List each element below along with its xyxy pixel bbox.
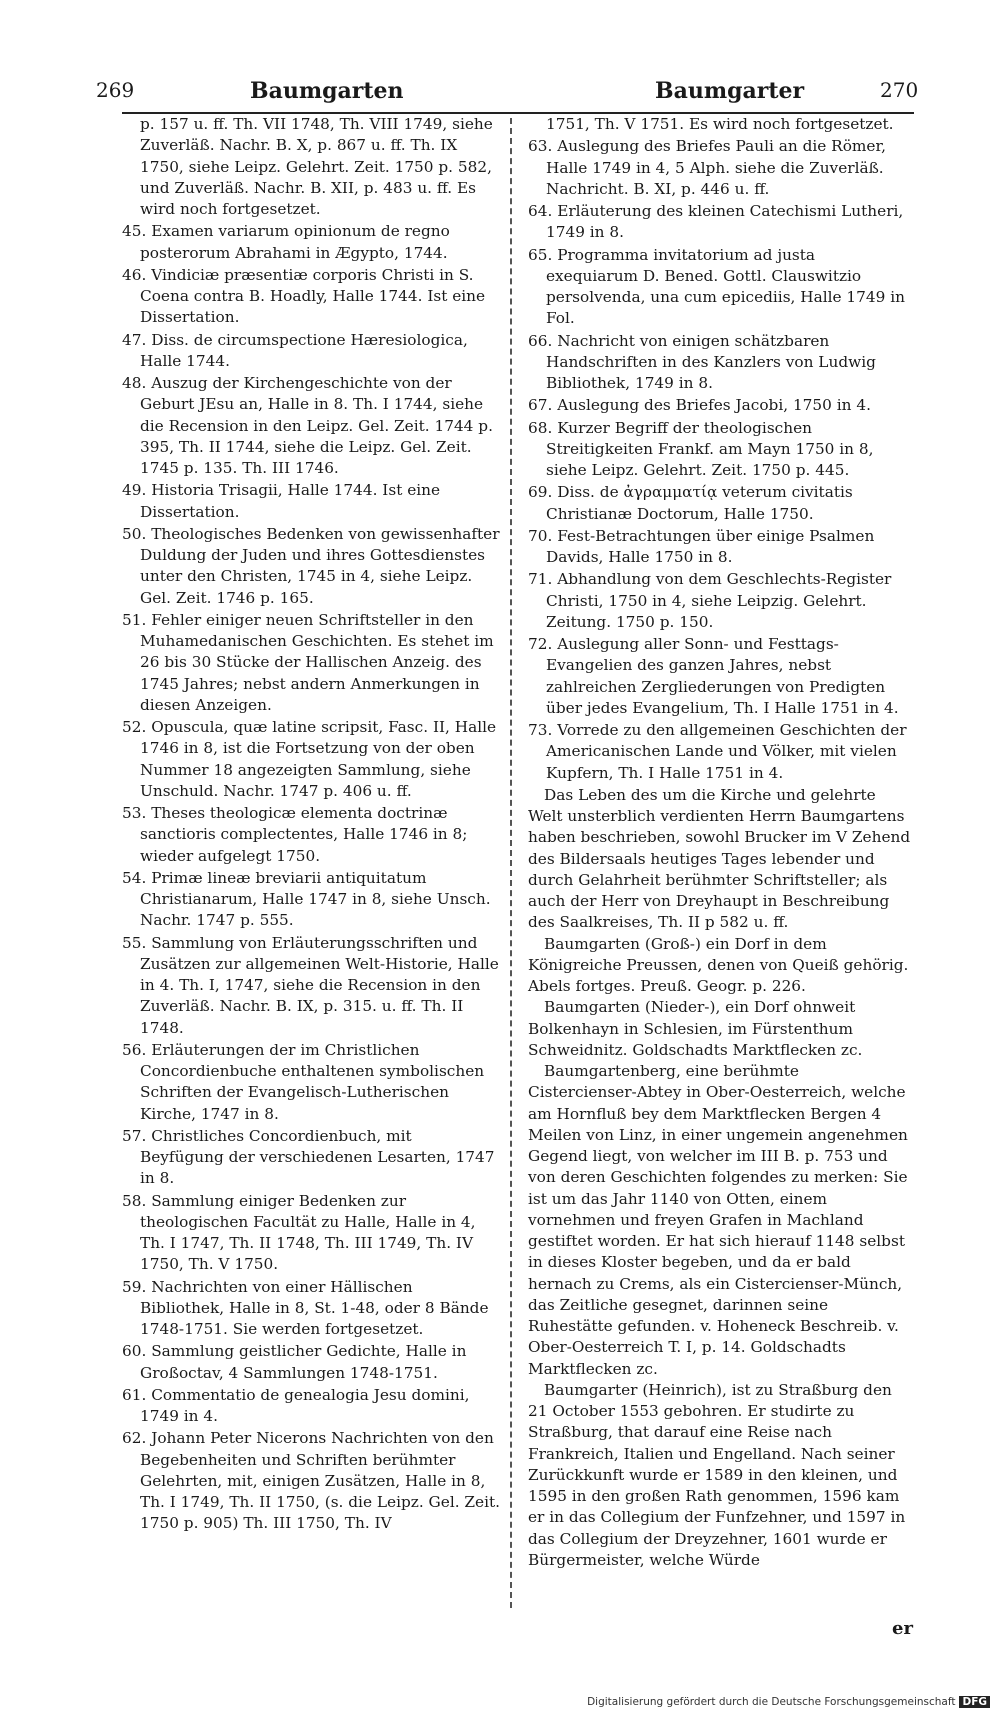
dfg-logo: DFG bbox=[959, 1696, 990, 1708]
column-divider bbox=[510, 118, 512, 1608]
article-paragraph: Baumgartenberg, eine berühmte Cistercienser-Abtey in Ober-Oesterreich, welche am Hornfluß bey dem Marktflecken Bergen 4 Meilen von Linz, in einer ungemein angenehmen Gegend liegt, von welcher im III B. p. 753 und von deren Geschichten folgendes zu merken: Sie ist um das Jahr 1140 von Otten, einem vornehmen und freyen Grafen in Machland gestiftet worden. Er hat sich hierauf 1148 selbst in dieses Kloster begeben, und da er bald hernach zu Crems, als ein Cistercienser-Münch, das Zeitliche gesegnet, darinnen seine Ruhestätte gefunden. v. Hoheneck Beschreib. v. Ober-Oesterreich T. I, p. 14. Goldschadts Marktflecken zc. bbox=[528, 1062, 908, 1378]
footer-text: Digitalisierung gefördert durch die Deutsche Forschungsgemeinschaft bbox=[587, 1696, 956, 1708]
bibliography-entry: 72. Auslegung aller Sonn- und Festtags-Evangelien des ganzen Jahres, nebst zahlreichen Zergliederungen von Predigten über jedes Evangelium, Th. I Halle 1751 in 4. bbox=[528, 635, 899, 717]
bibliography-entry: 61. Commentatio de genealogia Jesu domini, 1749 in 4. bbox=[122, 1385, 470, 1425]
bibliography-entry: 66. Nachricht von einigen schätzbaren Handschriften in des Kanzlers von Ludwig Bibliothek, 1749 in 8. bbox=[528, 331, 876, 392]
bibliography-entry: 48. Auszug der Kirchengeschichte von der Geburt JEsu an, Halle in 8. Th. I 1744, siehe die Recension in den Leipz. Gel. Zeit. 1744 p. 395, Th. II 1744, siehe die Leipz. Gel. Zeit. 1745 p. 135. Th. III 1746. bbox=[122, 374, 493, 477]
bibliography-entry: 52. Opuscula, quæ latine scripsit, Fasc. II, Halle 1746 in 8, ist die Fortsetzung von der oben Nummer 18 angezeigten Sammlung, siehe Unschuld. Nachr. 1747 p. 406 u. ff. bbox=[122, 718, 497, 800]
right-running-title: Baumgarter bbox=[655, 78, 805, 104]
bibliography-entry: 69. Diss. de ἀγραμματίᾳ veterum civitatis Christianæ Doctorum, Halle 1750. bbox=[528, 483, 853, 523]
right-column bbox=[528, 114, 911, 1571]
bibliography-entry: 49. Historia Trisagii, Halle 1744. Ist eine Dissertation. bbox=[122, 481, 441, 521]
bibliography-entry: 59. Nachrichten von einer Hällischen Bibliothek, Halle in 8, St. 1-48, oder 8 Bände 1748-1751. Sie werden fortgesetzet. bbox=[122, 1277, 489, 1338]
article-paragraph: Das Leben des um die Kirche und gelehrte Welt unsterblich verdienten Herrn Baumgartens haben beschrieben, sowohl Brucker im V Zehend des Bildersaals heutiges Tages lebender und durch Gelahrheit berühmter Schriftsteller; als auch der Herr von Dreyhaupt in Beschreibung des Saalkreises, Th. II p 582 u. ff. bbox=[528, 785, 911, 932]
article-paragraph: Baumgarten (Groß-) ein Dorf in dem Königreiche Preussen, denen von Queiß gehörig. Abels fortges. Preuß. Geogr. p. 226. bbox=[528, 934, 909, 995]
bibliography-entry: 71. Abhandlung von dem Geschlechts-Register Christi, 1750 in 4, siehe Leipzig. Gelehrt. Zeitung. 1750 p. 150. bbox=[528, 570, 892, 631]
bibliography-entry: 45. Examen variarum opinionum de regno posterorum Abrahami in Ægypto, 1744. bbox=[122, 222, 450, 262]
digitization-footer bbox=[587, 1696, 990, 1708]
bibliography-entry: 55. Sammlung von Erläuterungsschriften und Zusätzen zur allgemeinen Welt-Historie, Halle in 4. Th. I, 1747, siehe die Recension in den Zuverläß. Nachr. B. IX, p. 315. u. ff. Th. II 1748. bbox=[122, 933, 499, 1037]
bibliography-entry: 60. Sammlung geistlicher Gedichte, Halle in Großoctav, 4 Sammlungen 1748-1751. bbox=[122, 1342, 467, 1382]
bibliography-entry: 53. Theses theologicæ elementa doctrinæ sanctioris complectentes, Halle 1746 in 8; wieder aufgelegt 1750. bbox=[122, 804, 468, 865]
bibliography-entry: 46. Vindiciæ præsentiæ corporis Christi in S. Coena contra B. Hoadly, Halle 1744. Ist eine Dissertation. bbox=[122, 265, 486, 327]
bibliography-entry: 57. Christliches Concordienbuch, mit Beyfügung der verschiedenen Lesarten, 1747 in 8. bbox=[122, 1126, 495, 1188]
bibliography-entry: 1751, Th. V 1751. Es wird noch fortgesetzet. bbox=[546, 115, 894, 133]
bibliography-entry: 73. Vorrede zu den allgemeinen Geschichten der Americanischen Lande und Völker, mit vielen Kupfern, Th. I Halle 1751 in 4. bbox=[528, 721, 907, 782]
bibliography-entry: 64. Erläuterung des kleinen Catechismi Lutheri, 1749 in 8. bbox=[528, 202, 904, 242]
bibliography-entry: 63. Auslegung des Briefes Pauli an die Römer, Halle 1749 in 4, 5 Alph. siehe die Zuverläß. Nachricht. B. XI, p. 446 u. ff. bbox=[528, 137, 886, 198]
bibliography-entry: p. 157 u. ff. Th. VII 1748, Th. VIII 1749, siehe Zuverläß. Nachr. B. X, p. 867 u. ff. Th. IX 1750, siehe Leipz. Gelehrt. Zeit. 1750 p. 582, und Zuverläß. Nachr. B. XII, p. 483 u. ff. Es wird noch fortgesetzet. bbox=[140, 115, 493, 218]
bibliography-entry: 62. Johann Peter Nicerons Nachrichten von den Begebenheiten und Schriften berühmter Gelehrten, mit, einigen Zusätzen, Halle in 8, Th. I 1749, Th. II 1750, (s. die Leipz. Gel. Zeit. 1750 p. 905) Th. III 1750, Th. IV bbox=[122, 1429, 501, 1533]
catchword: er bbox=[892, 1618, 913, 1639]
bibliography-entry: 70. Fest-Betrachtungen über einige Psalmen Davids, Halle 1750 in 8. bbox=[528, 526, 875, 566]
right-page-number: 270 bbox=[880, 78, 919, 102]
bibliography-entry: 67. Auslegung des Briefes Jacobi, 1750 in 4. bbox=[528, 396, 871, 415]
bibliography-entry: 68. Kurzer Begriff der theologischen Streitigkeiten Frankf. am Mayn 1750 in 8, siehe Leipz. Gelehrt. Zeit. 1750 p. 445. bbox=[528, 418, 874, 479]
bibliography-entry: 47. Diss. de circumspectione Hæresiologica, Halle 1744. bbox=[122, 330, 468, 370]
bibliography-entry: 56. Erläuterungen der im Christlichen Concordienbuche enthaltenen symbolischen Schriften der Evangelisch-Lutherischen Kirche, 1747 in 8. bbox=[122, 1040, 485, 1123]
left-page-number: 269 bbox=[96, 78, 135, 102]
left-column bbox=[122, 114, 500, 1536]
bibliography-entry: 54. Primæ lineæ breviarii antiquitatum Christianarum, Halle 1747 in 8, siehe Unsch. Nachr. 1747 p. 555. bbox=[122, 868, 491, 930]
article-paragraph: Baumgarten (Nieder-), ein Dorf ohnweit Bolkenhayn in Schlesien, im Fürstenthum Schweidnitz. Goldschadts Marktflecken zc. bbox=[528, 998, 863, 1059]
bibliography-entry: 65. Programma invitatorium ad justa exequiarum D. Bened. Gottl. Clauswitzio persolvenda, una cum epicediis, Halle 1749 in Fol. bbox=[528, 245, 905, 328]
left-running-title: Baumgarten bbox=[250, 78, 404, 104]
bibliography-entry: 58. Sammlung einiger Bedenken zur theologischen Facultät zu Halle, Halle in 4, Th. I 1747, Th. II 1748, Th. III 1749, Th. IV 1750, Th. V 1750. bbox=[122, 1191, 476, 1274]
bibliography-entry: 50. Theologisches Bedenken von gewissenhafter Duldung der Juden und ihres Gottesdienstes unter den Christen, 1745 in 4, siehe Leipz. Gel. Zeit. 1746 p. 165. bbox=[122, 524, 500, 607]
bibliography-entry: 51. Fehler einiger neuen Schriftsteller in den Muhamedanischen Geschichten. Es stehet im 26 bis 30 Stücke der Hallischen Anzeig. des 1745 Jahres; nebst andern Anmerkungen in diesen Anzeigen. bbox=[122, 610, 494, 714]
article-paragraph: Baumgarter (Heinrich), ist zu Straßburg den 21 October 1553 gebohren. Er studirte zu Straßburg, that darauf eine Reise nach Frankreich, Italien und Engelland. Nach seiner Zurückkunft wurde er 1589 in den kleinen, und 1595 in den großen Rath genommen, 1596 kam er in das Collegium der Funfzehner, und 1597 in das Collegium der Dreyzehner, 1601 wurde er Bürgermeister, welche Würde bbox=[528, 1380, 906, 1569]
